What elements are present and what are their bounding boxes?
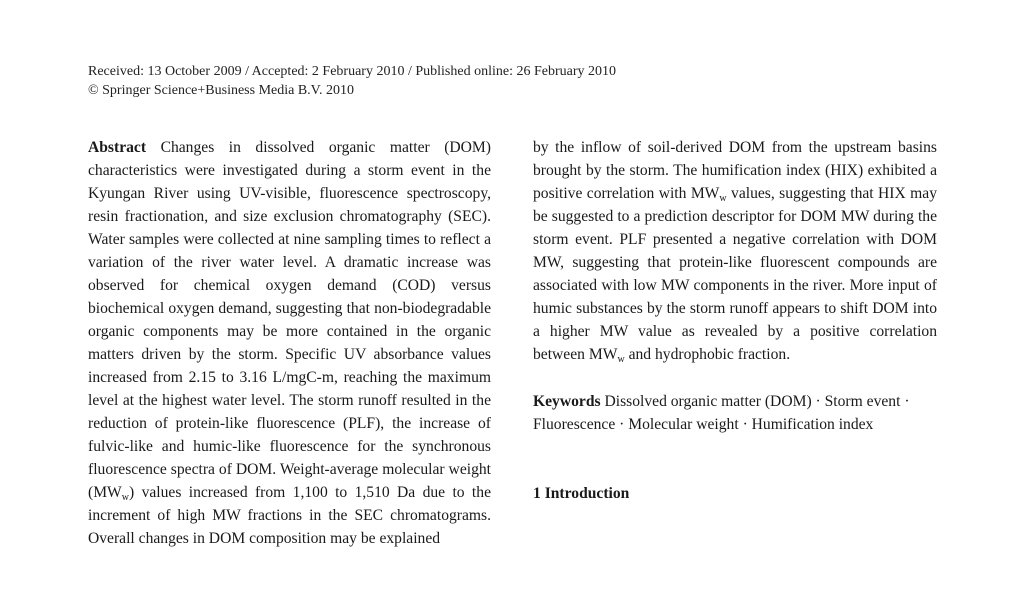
article-metadata	[88, 62, 616, 100]
abstract-label: Abstract	[88, 139, 147, 156]
mw-subscript: w	[617, 354, 625, 365]
abstract-text-part-4: values, suggesting that HIX may be suggested to a prediction descriptor for DOM MW during the storm event. PLF presented a negative correlation with DOM MW, suggesting that protein-like fluorescent compounds are associated with low MW components in the river. More input of humic substances by the storm runoff appears to shift DOM into a higher MW value as revealed by a positive correlation between MW	[533, 185, 937, 363]
keywords-paragraph	[533, 390, 937, 436]
abstract-text-part-5: and hydrophobic fraction.	[624, 346, 791, 363]
copyright-line: © Springer Science+Business Media B.V. 2010	[88, 83, 354, 98]
abstract-text-part-2: ) values increased from 1,100 to 1,510 Da due to the increment of high MW fractions in the SEC chromatograms. Overall changes in DOM composition may be explained	[88, 484, 491, 547]
abstract-continuation	[533, 136, 937, 366]
abstract-paragraph	[88, 136, 491, 550]
mw-subscript: w	[121, 492, 130, 503]
keywords-label: Keywords	[533, 393, 601, 410]
left-column	[88, 136, 491, 550]
publication-dates: Received: 13 October 2009 / Accepted: 2 February 2010 / Published online: 26 February 2010	[88, 64, 617, 79]
section-heading-introduction: 1 Introduction	[533, 485, 630, 502]
keywords-list: Dissolved organic matter (DOM) · Storm event · Fluorescence · Molecular weight · Humification index	[533, 393, 910, 433]
abstract-text-part-1: Changes in dissolved organic matter (DOM) characteristics were investigated during a storm event in the Kyungan River using UV-visible, fluorescence spectroscopy, resin fractionation, and size exclusion chromatography (SEC). Water samples were collected at nine sampling times to reflect a variation of the river water level. A dramatic increase was observed for chemical oxygen demand (COD) versus biochemical oxygen demand, suggesting that non-biodegradable organic components may be more contained in the organic matters driven by the storm. Specific UV absorbance values increased from 2.15 to 3.16 L/mgC-m, reaching the maximum level at the highest water level. The storm runoff resulted in the reduction of protein-like fluorescence (PLF), the increase of fulvic-like and humic-like fluorescence for the synchronous fluorescence spectra of DOM. Weight-average molecular weight (MW	[88, 139, 491, 501]
abstract-text-part-3: by the inflow of soil-derived DOM from the upstream basins brought by the storm. The humification index (HIX) exhibited a positive correlation with MW	[533, 139, 937, 202]
right-column	[533, 136, 937, 505]
mw-subscript: w	[719, 193, 727, 204]
